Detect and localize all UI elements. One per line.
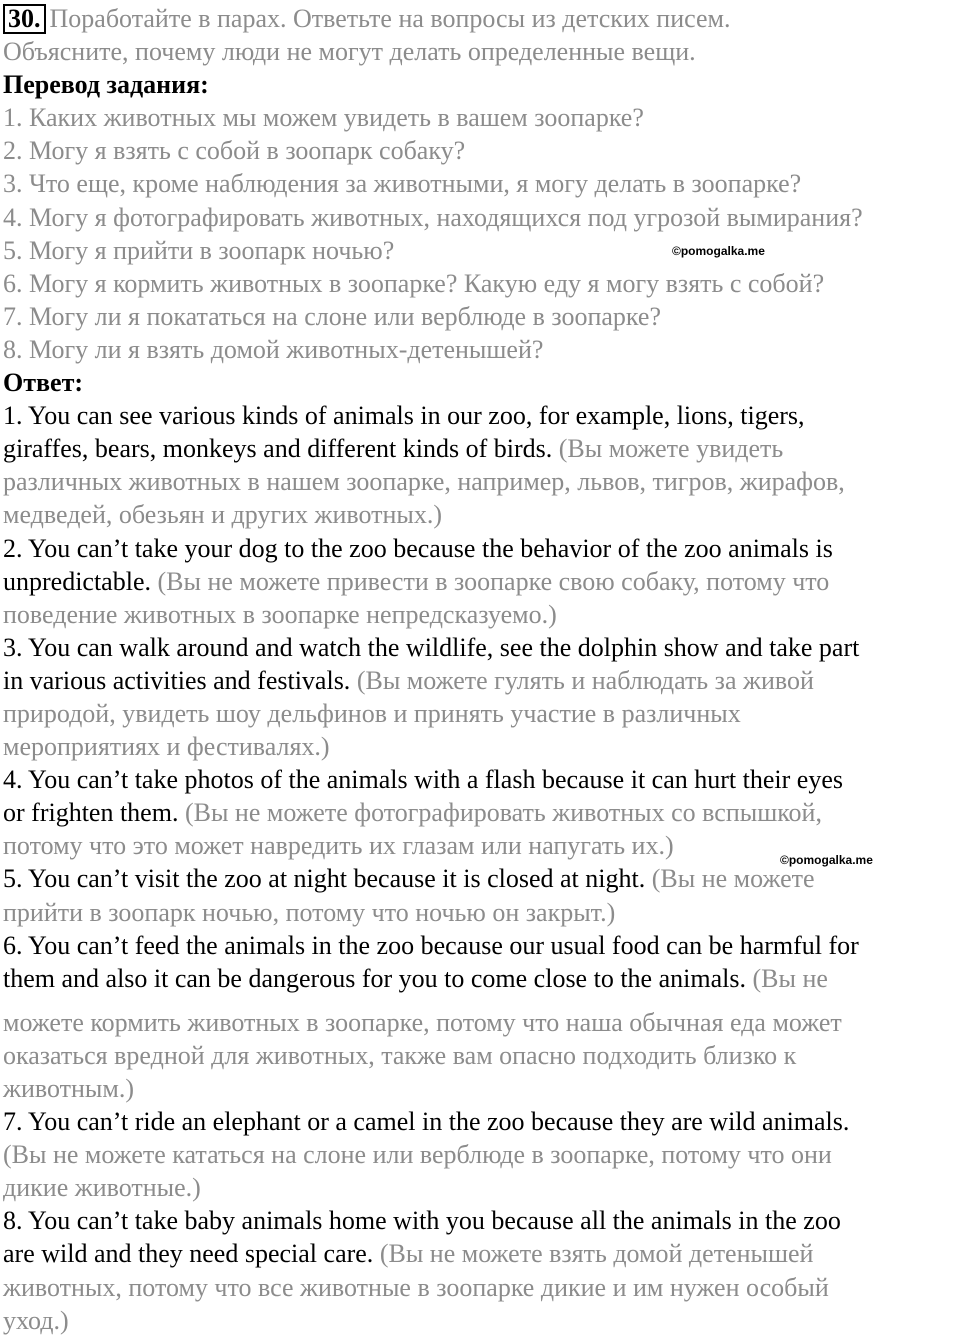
- translation-line: 3. Что еще, кроме наблюдения за животными, я могу делать в зоопарке?: [3, 169, 802, 199]
- answer-6-line-4: оказаться вредной для животных, также вам опасно подходить близко к: [3, 1040, 797, 1070]
- answer-7-line-2: (Вы не можете кататься на слоне или верблюде в зоопарке, потому что они: [3, 1140, 832, 1170]
- answer-4-line-2: [3, 796, 958, 829]
- answer-1-english: giraffes, bears, monkeys and different kinds of birds.: [3, 434, 553, 464]
- answer-5-russian: (Вы не можете: [645, 864, 815, 894]
- translation-line: 8. Могу ли я взять домой животных-детенышей?: [3, 334, 544, 364]
- answer-8-line-1: 8. You can’t take baby animals home with you because all the animals in the zoo: [3, 1206, 841, 1236]
- answer-6-line-2: [3, 962, 958, 995]
- task-instruction-2: Объясните, почему люди не могут делать определенные вещи.: [3, 37, 696, 67]
- answer-5-line-2: прийти в зоопарк ночью, потому что ночью он закрыт.): [3, 897, 616, 927]
- translation-line: 1. Каких животных мы можем увидеть в вашем зоопарке?: [3, 103, 644, 133]
- answer-8-line-2: [3, 1237, 958, 1270]
- answer-2-line-1: 2. You can’t take your dog to the zoo because the behavior of the zoo animals is: [3, 533, 833, 563]
- paragraph-gap: [3, 995, 958, 1006]
- answer-8-russian: (Вы не можете взять домой детенышей: [373, 1239, 814, 1269]
- answer-1-line-4: медведей, обезьян и других животных.): [3, 500, 443, 530]
- answer-7-line-3: дикие животные.): [3, 1173, 201, 1203]
- answer-8-english: are wild and they need special care.: [3, 1239, 374, 1269]
- answer-4-english: or frighten them.: [3, 798, 179, 828]
- answer-2-line-3: поведение животных в зоопарке непредсказуемо.): [3, 599, 557, 629]
- translation-line: 7. Могу ли я покататься на слоне или верблюде в зоопарке?: [3, 301, 661, 331]
- translation-line: 2. Могу я взять с собой в зоопарк собаку?: [3, 136, 466, 166]
- answer-2-russian: (Вы не можете привести в зоопарке свою собаку, потому что: [151, 566, 830, 596]
- answer-6-english: them and also it can be dangerous for you to come close to the animals.: [3, 963, 746, 993]
- answer-1-line-3: различных животных в нашем зоопарке, например, львов, тигров, жирафов,: [3, 467, 845, 497]
- answer-8-line-3: животных, потому что все животные в зоопарке дикие и им нужен особый: [3, 1272, 829, 1302]
- answer-5-line-1: [3, 862, 958, 895]
- answer-6-line-3: можете кормить животных в зоопарке, потому что наша обычная еда может: [3, 1007, 842, 1037]
- answer-6-line-1: 6. You can’t feed the animals in the zoo because our usual food can be harmful for: [3, 930, 859, 960]
- task-number: 30.: [3, 4, 46, 34]
- answer-6-line-5: животным.): [3, 1074, 134, 1103]
- translation-heading: Перевод задания:: [3, 70, 209, 100]
- task-instruction-1: Поработайте в парах. Ответьте на вопросы из детских писем.: [49, 4, 731, 33]
- answer-2-line-2: [3, 565, 958, 598]
- answer-4-line-3: потому что это может навредить их глазам или напугать их.): [3, 831, 674, 861]
- translation-line: 5. Могу я прийти в зоопарк ночью?: [3, 235, 395, 265]
- answer-7-line-1: 7. You can’t ride an elephant or a camel in the zoo because they are wild animals.: [3, 1107, 850, 1137]
- answer-8-line-4: уход.): [3, 1305, 69, 1335]
- translation-line: 6. Могу я кормить животных в зоопарке? Какую еду я могу взять с собой?: [3, 268, 825, 298]
- answer-3-line-1: 3. You can walk around and watch the wildlife, see the dolphin show and take part: [3, 632, 860, 662]
- answer-3-line-3: природой, увидеть шоу дельфинов и принять участие в различных: [3, 698, 741, 728]
- answer-2-english: unpredictable.: [3, 566, 151, 596]
- watermark: ©pomogalka.me: [780, 853, 873, 867]
- answer-3-line-2: [3, 664, 958, 697]
- document-page: [3, 2, 958, 1337]
- answer-3-english: in various activities and festivals.: [3, 665, 351, 695]
- answer-5-english: 5. You can’t visit the zoo at night because it is closed at night.: [3, 864, 646, 894]
- answer-4-line-1: 4. You can’t take photos of the animals with a flash because it can hurt their eyes: [3, 765, 843, 795]
- answer-3-russian: (Вы можете гулять и наблюдать за живой: [350, 665, 814, 695]
- answer-1-line-2: [3, 432, 958, 465]
- answer-1-russian: (Вы можете увидеть: [552, 434, 784, 464]
- answer-3-line-4: мероприятиях и фестивалях.): [3, 732, 330, 762]
- translation-line: 4. Могу я фотографировать животных, находящихся под угрозой вымирания?: [3, 202, 863, 232]
- answer-4-russian: (Вы не можете фотографировать животных со вспышкой,: [178, 798, 822, 828]
- answer-heading: Ответ:: [3, 368, 84, 398]
- answer-6-russian: (Вы не: [745, 963, 828, 993]
- task-line-1: [3, 2, 958, 35]
- watermark: ©pomogalka.me: [672, 244, 765, 258]
- answer-1-line-1: 1. You can see various kinds of animals in our zoo, for example, lions, tigers,: [3, 401, 805, 431]
